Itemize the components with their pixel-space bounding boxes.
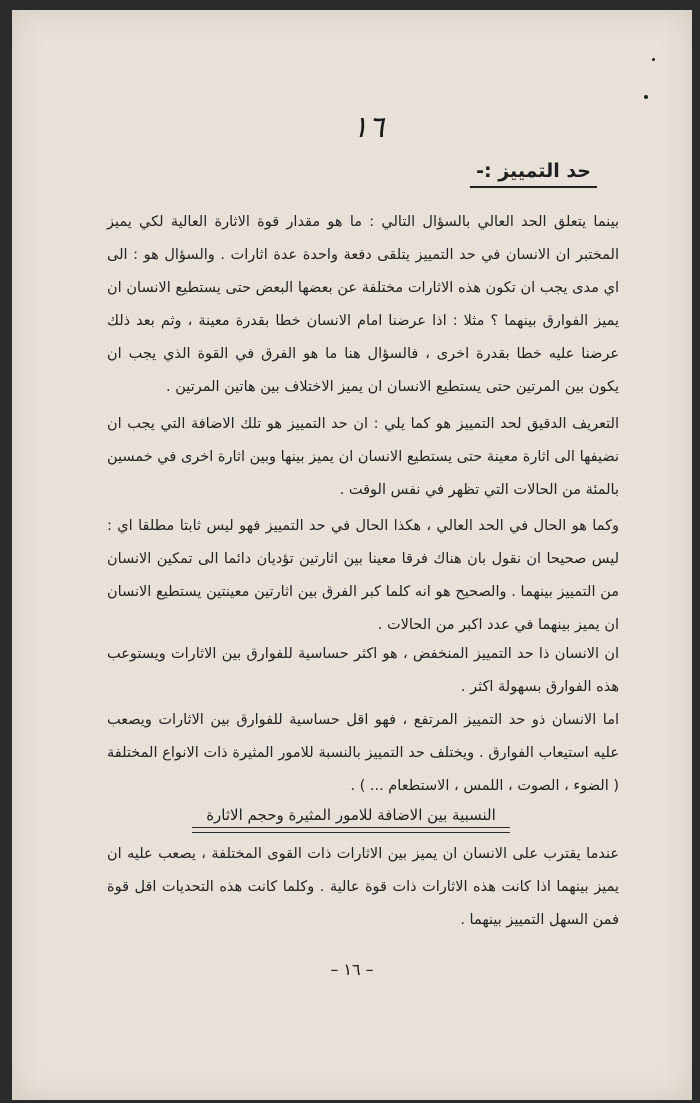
paragraph: التعريف الدقيق لحد التمييز هو كما يلي : ان حد التمييز هو تلك الاضافة التي يجب ان نضيفها الى اثارة معينة حتى يستطيع الانسان ان يميز بينها وبين اثارة اخرى في خمسين بالمئة من الحالات التي تظهر في نفس الوقت . [107,416,619,498]
paragraph: وكما هو الحال في الحد العالي ، هكذا الحال في حد التمييز فهو ليس ثابتا مطلقا اي : ليس صحيحا ان نقول بان هناك فرقا معينا بين اثارتين تؤديان دائما الى تمكين الانسان من التمييز بينهما . والصحيح هو انه كلما كبر الفرق بين اثارتين معينتين يستطيع الانسان ان يميز بينهما في عدد اكبر من الحالات . [107,518,619,633]
subsection-title: النسبية بين الاضافة للامور المثيرة وحجم الاثارة [192,806,510,828]
handwritten-page-number: ١٦ [352,110,385,145]
section-heading: حد التمييز :- [470,160,597,188]
ink-dot [652,58,655,61]
ink-dot [644,95,648,99]
paragraph: اما الانسان ذو حد التمييز المرتفع ، فهو اقل حساسية للفوارق بين الاثارات ويصعب عليه استيعاب الفوارق . ويختلف حد التمييز بالنسبة للامور المثيرة ذات الانواع المختلفة ( الضوء ، الصوت ، اللمس ، الاستطعام ... ) . [107,712,619,794]
page-number-footer: – ١٦ – [330,960,374,979]
paragraph: ان الانسان ذا حد التمييز المنخفض ، هو اكثر حساسية للفوارق بين الاثارات ويستوعب هذه الفوارق بسهولة اكثر . [107,646,619,695]
document-page [12,10,692,1100]
paragraph: بينما يتعلق الحد العالي بالسؤال التالي : ما هو مقدار قوة الاثارة العالية لكي يميز المختبر ان الانسان في حد التمييز يتلقى دفعة واحدة عدة اثارات . والسؤال هو : الى اي مدى يجب ان تكون هذه الاثارات مختلفة عن بعضها البعض حتى يستطيع الانسان ان يميز الفوارق بينهما ؟ مثلا : اذا عرضنا امام الانسان خطا بقدرة معينة ، وثم بعد ذلك عرضنا عليه خطا بقدرة اخرى ، فالسؤال هنا ما هو الفرق في القوة الذي يجب ان يكون بين المرتين حتى يستطيع الانسان ان يميز الاختلاف بين هاتين المرتين . [107,214,619,395]
paragraph: عندما يقترب على الانسان ان يميز بين الاثارات ذات القوى المختلفة ، يصعب عليه ان يميز بينهما اذا كانت هذه الاثارات ذات قوة عالية . وكلما كانت هذه التحديات اقل قوة فمن السهل التمييز بينهما . [107,846,619,928]
